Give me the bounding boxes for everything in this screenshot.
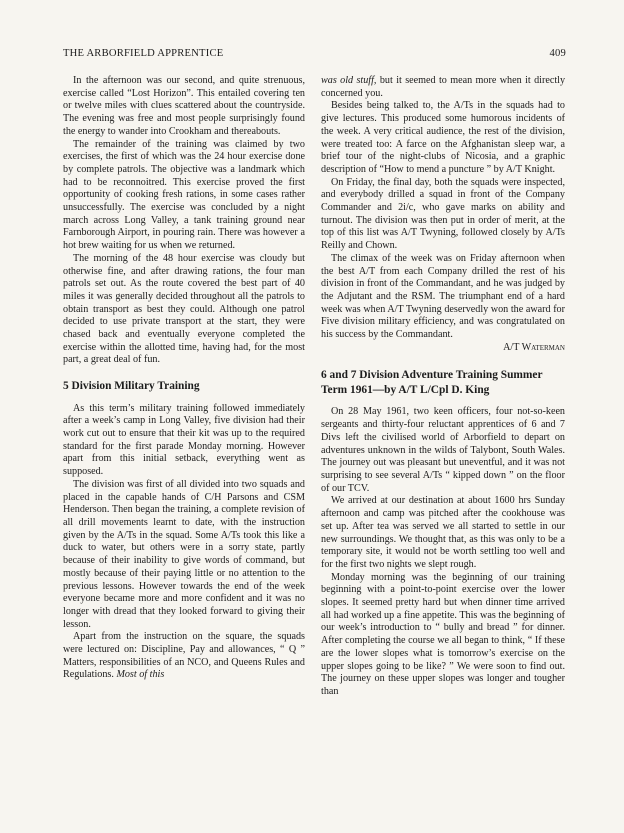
paragraph: On 28 May 1961, two keen officers, four not-so-keen sergeants and thirty-four reluctant apprentices of 6 and 7 Divs left the civilised world of Arborfield to depart on adventures unknown in the wilds of Talybont, South Wales. The journey out was pleasant but uneventful, and it was not surprising to see several A/Ts “ kipped down ” on the floor of our TCV.	[321, 406, 565, 494]
paragraph	[321, 75, 565, 100]
paragraph: The division was first of all divided into two squads and placed in the capable hands of C/H Parsons and CSM Henderson. Then began the training, a complete revision of all drill movements learnt to date, with the instruction given by the A/Ts in the squad. Some A/Ts took this like a duck to water, but others were in a sorry state, partly because of their inability to give words of command, but mostly because of their paying little or no attention to the previous lessons. However towards the end of the week everyone became more and more confident and it was no longer with dread that they looked forward to giving their lesson.	[63, 478, 305, 630]
page-number: 409	[549, 48, 566, 59]
journal-title: THE ARBORFIELD APPRENTICE	[63, 48, 224, 59]
paragraph	[63, 631, 305, 682]
paragraph: The remainder of the training was claimed by two exercises, the first of which was the 24 hour exercise done by complete patrols. The objective was a landmark which had to be reconnoitred. This exercise proved the first opportunity of cooking fresh rations, in some cases rather unsuccessfully. The exercise was concluded by a night march across Long Valley, a tank training ground near Farnborough Airport, in pouring rain. There was however a hot brew waiting for us when we returned.	[63, 138, 305, 252]
paragraph-text: Apart from the instruction on the square, the squads were lectured on: Discipline, Pay and allowances, “ Q ” Matters, responsibilities of an NCO, and Queens Rules and Regulations.	[63, 631, 305, 681]
paragraph-text: but it seemed to mean more when it directly concerned you.	[321, 75, 566, 99]
left-column	[63, 75, 305, 682]
paragraph: The climax of the week was on Friday afternoon when the best A/T from each Company drilled the rest of his division in front of the Commandant, and he was judged by the Adjutant and the RSM. The triumphant end of a hard week was when A/T Twyning deservedly won the award for Five division military efficiency, and was congratulated on his success by the Commandant.	[321, 252, 565, 341]
paragraph: The morning of the 48 hour exercise was cloudy but otherwise fine, and after drawing rations, the four man patrols set out. As the route covered the best part of 40 miles it was generally decided throughout all the patrols to obtain transport as best they could. Although one patrol decided to use private transport at the start, they were chased back and eventually everyone completed the exercise within the allotted time, having had, for the most part, a great deal of fun.	[63, 252, 305, 366]
italic-text: Most of this	[116, 669, 165, 681]
author-signature: A/T Waterman	[503, 341, 565, 353]
section-heading: 5 Division Military Training	[63, 380, 200, 393]
paragraph: Monday morning was the beginning of our training beginning with a point-to-point exercise over the lower slopes. It seemed pretty hard but when dinner time arrived all had worked up a fine appetite. This was the beginning of our week’s introduction to “ bully and bread ” for dinner. After completing the course we all began to think, “ If these are the lower slopes what is tomorrow’s exercise on the upper slopes going to be like? ” We were soon to find out. The journey on these upper slopes was longer and tougher than	[321, 571, 565, 697]
paragraph: On Friday, the final day, both the squads were inspected, and everybody drilled a squad in front of the Company Commander and 2i/c, who gave marks on ability and turnout. The division was then put in order of merit, at the top of this list was A/T Twyning, followed closely by A/Ts Reilly and Chown.	[321, 176, 565, 252]
paragraph: Besides being talked to, the A/Ts in the squads had to give lectures. This produced some humorous incidents of the week. A very critical audience, the rest of the division, were treated too: A farce on the Afghanistan sleep war, a brief tour of the night-clubs of Nicosia, and a graphic description of “How to mend a puncture ” by A/T Knight.	[321, 100, 565, 175]
section-heading: 6 and 7 Division Adventure Training Summer Term 1961—by A/T L/Cpl D. King	[321, 369, 543, 396]
paragraph: As this term’s military training followed immediately after a week’s camp in Long Valley, five division had their work cut out to ensure that their kit was up to the required standard for the first parade Monday morning. However apart from this initial setback, everything went as supposed.	[63, 402, 305, 478]
italic-text: was old stuff,	[321, 75, 377, 86]
right-column	[321, 75, 565, 699]
paragraph: We arrived at our destination at about 1600 hrs Sunday afternoon and camp was pitched after the cookhouse was set up. After tea was served we all started to settle in our new surroundings. We thought that, as this was only to be a temporary site, it would not be worth settling too well and for the first two nights we slept rough.	[321, 495, 565, 570]
paragraph: In the afternoon was our second, and quite strenuous, exercise called “Lost Horizon”. This entailed covering ten or twelve miles with clues scattered about the countryside. The evening was free and most people surprisingly found the energy to wander into Crookham and thereabouts.	[63, 75, 305, 137]
